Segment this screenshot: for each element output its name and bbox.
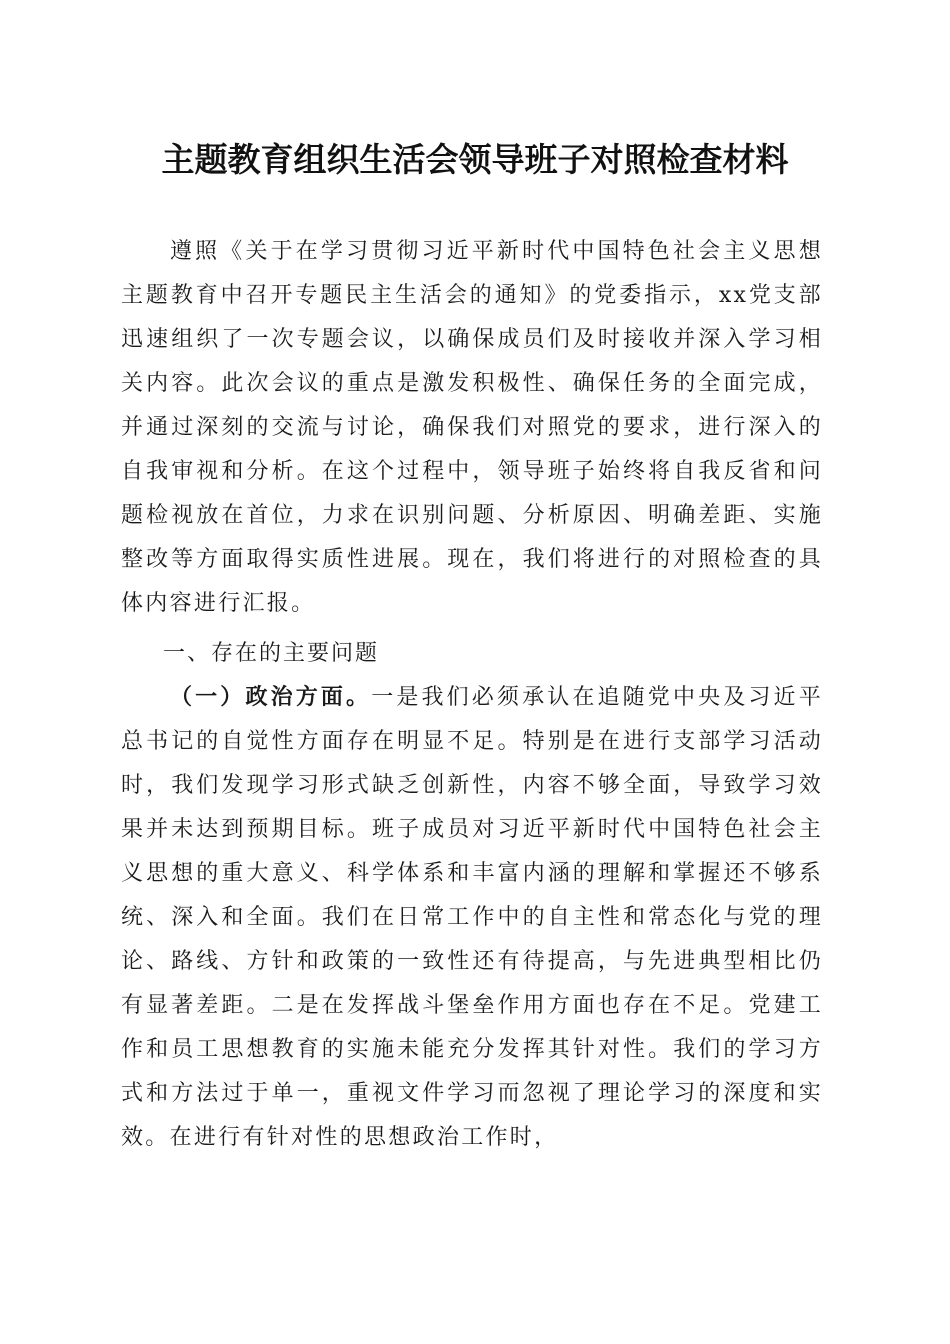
document-title: 主题教育组织生活会领导班子对照检查材料	[161, 140, 789, 179]
political-subheading: （一）政治方面。	[170, 685, 372, 710]
political-body-text: 一是我们必须承认在追随党中央及习近平总书记的自觉性方面存在明显不足。特别是在进行支部学习活动时，我们发现学习形式缺乏创新性，内容不够全面，导致学习效果并未达到预期目标。班子成员对习近平新时代中国特色社会主义思想的重大意义、科学体系和丰富内涵的理解和掌握还不够系统、深入和全面。我们在日常工作中的自主性和常态化与党的理论、路线、方针和政策的一致性还有待提高，与先进典型相比仍有显著差距。二是在发挥战斗堡垒作用方面也存在不足。党建工作和员工思想教育的实施未能充分发挥其针对性。我们的学习方式和方法过于单一，重视文件学习而忽视了理论学习的深度和实效。在进行有针对性的思想政治工作时，	[121, 685, 823, 1150]
section-heading: 一、存在的主要问题	[163, 641, 380, 666]
political-paragraph	[121, 676, 823, 1160]
intro-paragraph: 遵照《关于在学习贯彻习近平新时代中国特色社会主义思想主题教育中召开专题民主生活会的通知》的党委指示，xx党支部迅速组织了一次专题会议，以确保成员们及时接收并深入学习相关内容。此次会议的重点是激发积极性、确保任务的全面完成，并通过深刻的交流与讨论，确保我们对照党的要求，进行深入的自我审视和分析。在这个过程中，领导班子始终将自我反省和问题检视放在首位，力求在识别问题、分析原因、明确差距、实施整改等方面取得实质性进展。现在，我们将进行的对照检查的具体内容进行汇报。	[121, 239, 823, 616]
